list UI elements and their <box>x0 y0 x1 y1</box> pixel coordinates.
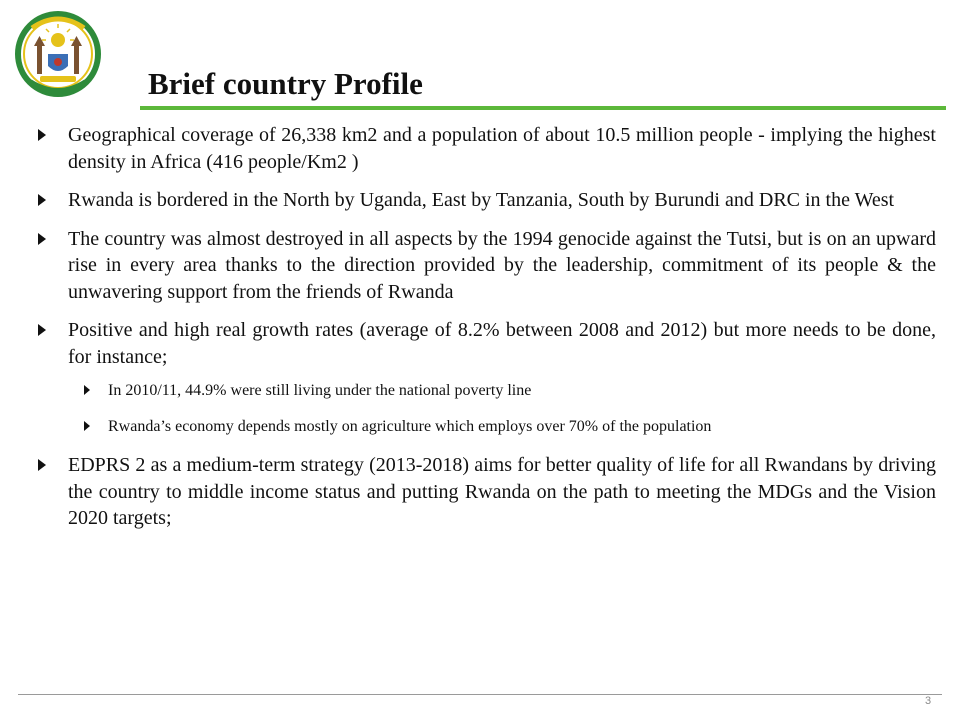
bullet-item <box>38 452 936 532</box>
bullet-text: EDPRS 2 as a medium-term strategy (2013-2018) aims for better quality of life for all Rwandans by driving the country to middle income status and putting Rwanda on the path to meeting the MDGs and the Vision 2020 targets; <box>68 454 936 529</box>
bullet-item <box>38 187 936 214</box>
slide-title: Brief country Profile <box>148 66 423 101</box>
bullet-arrow-icon <box>38 459 46 471</box>
sub-bullet-text: In 2010/11, 44.9% were still living under the national poverty line <box>108 382 532 399</box>
bullet-arrow-icon <box>38 129 46 141</box>
bullet-text: The country was almost destroyed in all aspects by the 1994 genocide against the Tutsi, but is on an upward rise in every area thanks to the direction provided by the leadership, commitment of its people & the unwavering support from the friends of Rwanda <box>68 227 936 303</box>
bullet-text: Rwanda is bordered in the North by Uganda, East by Tanzania, South by Burundi and DRC in the West <box>68 189 895 211</box>
rwanda-coat-of-arms-icon <box>12 6 104 102</box>
page-number: 3 <box>925 695 932 707</box>
bullet-text: Positive and high real growth rates (average of 8.2% between 2008 and 2012) but more needs to be done, for instance; <box>68 319 936 368</box>
sub-bullet-arrow-icon <box>84 421 90 431</box>
bullet-item <box>38 122 936 175</box>
bullet-text: Geographical coverage of 26,338 km2 and a population of about 10.5 million people - implying the highest density in Africa (416 people/Km2 ) <box>68 124 936 173</box>
bullet-arrow-icon <box>38 233 46 245</box>
sub-bullet-item <box>84 416 936 438</box>
bullet-arrow-icon <box>38 324 46 336</box>
bullet-item <box>38 317 936 370</box>
bullet-list <box>38 122 936 532</box>
bullet-arrow-icon <box>38 194 46 206</box>
bullet-item <box>38 226 936 306</box>
sub-bullet-text: Rwanda’s economy depends mostly on agriculture which employs over 70% of the population <box>108 418 712 435</box>
sub-bullet-arrow-icon <box>84 385 90 395</box>
title-underline <box>140 106 946 110</box>
footer-divider <box>18 694 942 695</box>
sub-bullet-item <box>84 380 936 402</box>
